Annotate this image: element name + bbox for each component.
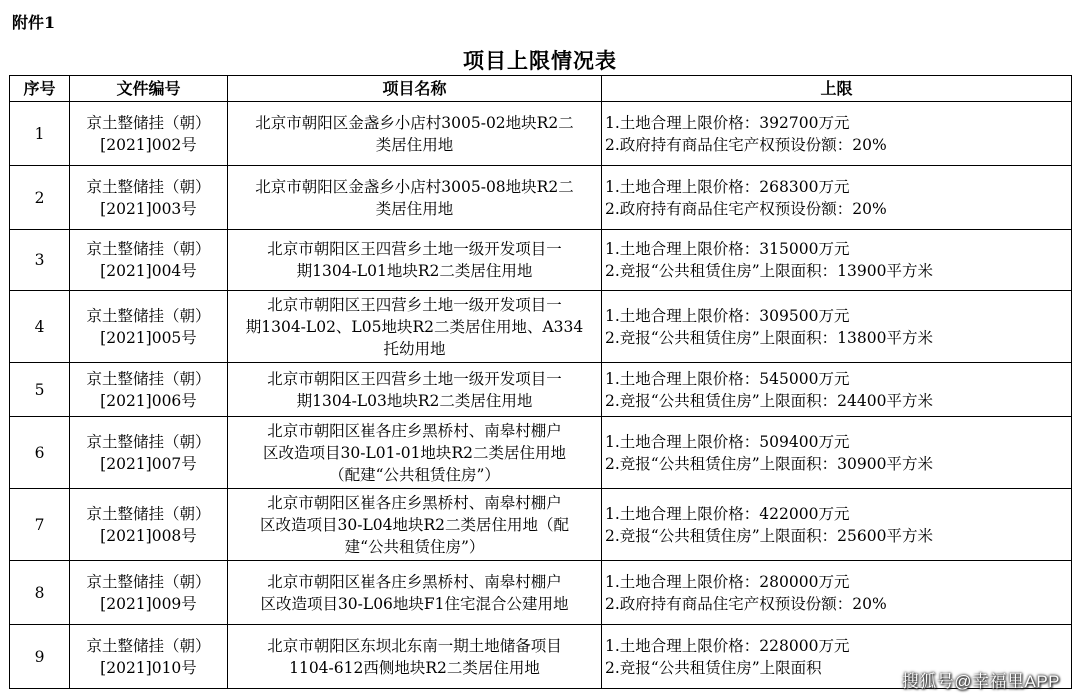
header-index: 序号: [10, 76, 70, 102]
project-name-line: 区改造项目30-L06地块F1住宅混合公建用地: [260, 594, 569, 613]
file-number-line: 京土整储挂（朝）: [86, 636, 211, 655]
limit-detail: [602, 166, 1072, 230]
row-index: 1: [10, 102, 70, 166]
limit-detail-line: 1.土地合理上限价格：309500万元: [605, 306, 850, 325]
table-row: [10, 102, 1072, 166]
project-name-line: 类居住用地: [375, 199, 454, 218]
project-name-line: 期1304-L01地块R2二类居住用地: [296, 262, 533, 280]
file-number: [70, 102, 228, 166]
project-name-line: 1104-612西侧地块R2二类居住用地: [289, 658, 540, 677]
file-number-line: [2021]002号: [100, 135, 197, 154]
file-number-line: 京土整储挂（朝）: [86, 177, 211, 196]
project-name-line: 北京市朝阳区金盏乡小店村3005-02地块R2二: [255, 113, 574, 132]
project-name-line: 托幼用地: [383, 339, 446, 358]
project-name: [228, 230, 602, 291]
row-index: 8: [10, 561, 70, 625]
project-name-line: 北京市朝阳区金盏乡小店村3005-08地块R2二: [255, 177, 574, 196]
header-limit: 上限: [602, 76, 1072, 102]
limit-detail-line: 2.政府持有商品住宅产权预设份额：20%: [605, 594, 887, 613]
limit-detail-line: 1.土地合理上限价格：509400万元: [605, 432, 850, 451]
file-number-line: [2021]003号: [100, 199, 197, 218]
file-number: [70, 230, 228, 291]
project-name-line: 北京市朝阳区东坝北东南一期土地储备项目: [267, 636, 562, 655]
limit-detail-line: 1.土地合理上限价格：545000万元: [605, 369, 850, 388]
limit-detail-line: 2.竞报“公共租赁住房”上限面积: [605, 658, 822, 677]
header-project-name: 项目名称: [228, 76, 602, 102]
table-row: [10, 230, 1072, 291]
project-name-line: 北京市朝阳区王四营乡土地一级开发项目一: [267, 295, 562, 314]
file-number-line: 京土整储挂（朝）: [86, 432, 211, 451]
limit-detail: [602, 417, 1072, 489]
file-number-line: [2021]008号: [100, 526, 197, 545]
project-name-line: 北京市朝阳区崔各庄乡黑桥村、南皋村棚户: [267, 572, 562, 591]
file-number: [70, 561, 228, 625]
project-name: [228, 291, 602, 363]
watermark: 搜狐号@幸福里APP: [901, 672, 1060, 691]
project-name-line: 北京市朝阳区王四营乡土地一级开发项目一: [267, 240, 562, 258]
attachment-label: 附件1: [12, 13, 56, 32]
project-name: [228, 166, 602, 230]
limit-detail: [602, 489, 1072, 561]
table-row: [10, 489, 1072, 561]
limit-detail-line: 2.政府持有商品住宅产权预设份额：20%: [605, 135, 887, 154]
project-name: [228, 102, 602, 166]
file-number: [70, 363, 228, 417]
header-file-number: 文件编号: [70, 76, 228, 102]
table-row: [10, 291, 1072, 363]
limit-detail-line: 1.土地合理上限价格：392700万元: [605, 113, 850, 132]
file-number-line: 京土整储挂（朝）: [86, 306, 211, 325]
file-number: [70, 291, 228, 363]
project-name: [228, 561, 602, 625]
table-header-row: [10, 76, 1072, 102]
limit-detail: [602, 291, 1072, 363]
row-index: 7: [10, 489, 70, 561]
limit-detail-line: 1.土地合理上限价格：422000万元: [605, 504, 850, 523]
file-number: [70, 166, 228, 230]
row-index: 6: [10, 417, 70, 489]
limit-detail-line: 2.竞报“公共租赁住房”上限面积：13800平方米: [605, 328, 933, 347]
file-number-line: [2021]005号: [100, 328, 197, 347]
row-index: 9: [10, 625, 70, 689]
limit-detail-line: 2.政府持有商品住宅产权预设份额：20%: [605, 199, 887, 218]
file-number-line: 京土整储挂（朝）: [86, 504, 211, 523]
file-number-line: 京土整储挂（朝）: [86, 572, 211, 591]
project-name: [228, 417, 602, 489]
limit-detail-line: 2.竞报“公共租赁住房”上限面积：25600平方米: [605, 526, 933, 545]
project-name-line: 北京市朝阳区崔各庄乡黑桥村、南皋村棚户: [267, 493, 562, 512]
file-number-line: 京土整储挂（朝）: [86, 240, 211, 258]
row-index: 2: [10, 166, 70, 230]
limit-detail-line: 2.竞报“公共租赁住房”上限面积：30900平方米: [605, 454, 933, 473]
project-name-line: 期1304-L02、L05地块R2二类居住用地、A334: [245, 317, 584, 336]
project-name-line: 区改造项目30-L01-01地块R2二类居住用地: [263, 443, 566, 462]
row-index: 3: [10, 230, 70, 291]
limit-detail-line: 1.土地合理上限价格：315000万元: [605, 240, 850, 258]
limit-detail-line: 2.竞报“公共租赁住房”上限面积：24400平方米: [605, 391, 933, 410]
limit-detail-line: 1.土地合理上限价格：268300万元: [605, 177, 850, 196]
project-name-line: （配建“公共租赁住房”）: [329, 465, 500, 484]
limit-detail: [602, 561, 1072, 625]
table-row: [10, 561, 1072, 625]
row-index: 4: [10, 291, 70, 363]
project-name: [228, 363, 602, 417]
table-row: [10, 166, 1072, 230]
file-number-line: [2021]006号: [100, 391, 197, 410]
limit-detail: [602, 363, 1072, 417]
file-number-line: [2021]010号: [100, 658, 197, 677]
row-index: 5: [10, 363, 70, 417]
file-number-line: [2021]007号: [100, 454, 197, 473]
table-row: [10, 363, 1072, 417]
project-name: [228, 625, 602, 689]
project-name-line: 期1304-L03地块R2二类居住用地: [296, 391, 533, 410]
limit-detail-line: 1.土地合理上限价格：228000万元: [605, 636, 850, 655]
project-name-line: 北京市朝阳区崔各庄乡黑桥村、南皋村棚户: [267, 421, 562, 440]
project-name-line: 建“公共租赁住房”）: [344, 537, 485, 556]
project-name: [228, 489, 602, 561]
limit-detail-line: 1.土地合理上限价格：280000万元: [605, 572, 850, 591]
table-row: [10, 417, 1072, 489]
limit-detail: [602, 230, 1072, 291]
file-number: [70, 417, 228, 489]
file-number-line: [2021]009号: [100, 594, 197, 613]
file-number-line: 京土整储挂（朝）: [86, 113, 211, 132]
limit-detail-line: 2.竞报“公共租赁住房”上限面积：13900平方米: [605, 262, 933, 280]
project-name-line: 区改造项目30-L04地块R2二类居住用地（配: [259, 515, 569, 534]
project-name-line: 类居住用地: [375, 135, 454, 154]
limits-table: [9, 75, 1072, 689]
limit-detail: [602, 102, 1072, 166]
table-title: 项目上限情况表: [463, 48, 617, 73]
file-number-line: 京土整储挂（朝）: [86, 369, 211, 388]
file-number-line: [2021]004号: [100, 262, 197, 280]
file-number: [70, 625, 228, 689]
file-number: [70, 489, 228, 561]
project-name-line: 北京市朝阳区王四营乡土地一级开发项目一: [267, 369, 562, 388]
